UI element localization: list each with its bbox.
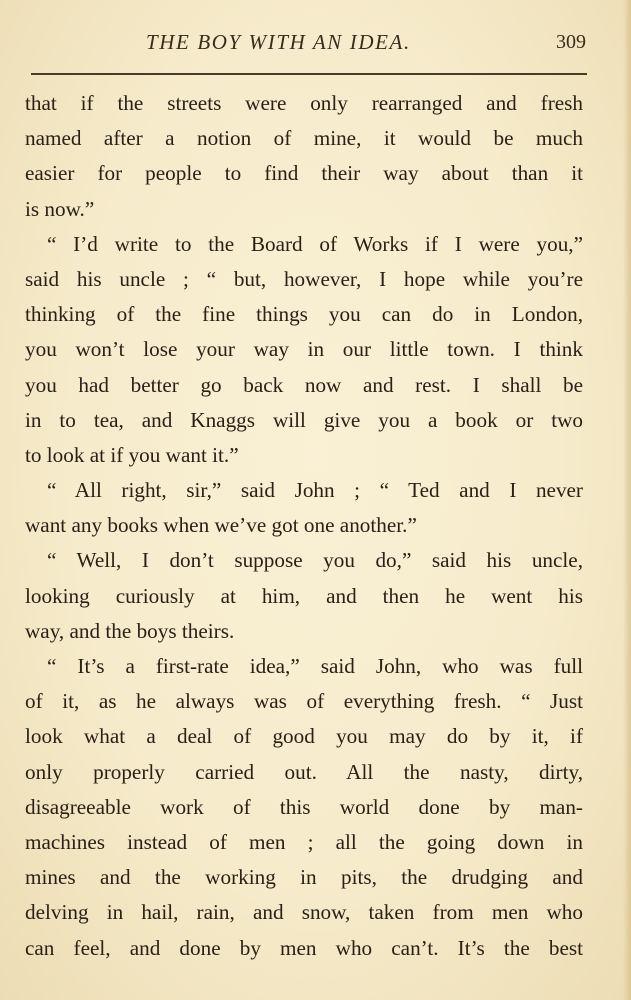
text-line: only properly carried out. All the nasty, dirty, bbox=[25, 759, 583, 784]
text-line: “ Well, I don’t suppose you do,” said his uncle, bbox=[47, 548, 583, 573]
text-line: you had better go back now and rest. I shall be bbox=[25, 372, 583, 397]
running-head-title: THE BOY WITH AN IDEA. bbox=[146, 30, 411, 54]
text-line: easier for people to find their way about than it bbox=[25, 161, 583, 186]
text-line: delving in hail, rain, and snow, taken from men who bbox=[25, 900, 583, 925]
text-line: machines instead of men ; all the going down in bbox=[25, 829, 583, 854]
page-edge-shadow bbox=[623, 0, 631, 1000]
body-text bbox=[25, 86, 583, 966]
text-line: named after a notion of mine, it would be much bbox=[25, 126, 583, 151]
text-line: want any books when we’ve got one another.” bbox=[25, 513, 417, 538]
text-line: said his uncle ; “ but, however, I hope while you’re bbox=[25, 266, 583, 291]
text-line: “ It’s a first-rate idea,” said John, who was full bbox=[47, 654, 583, 678]
header-rule bbox=[31, 73, 587, 75]
text-line: “ I’d write to the Board of Works if I were you,” bbox=[47, 231, 583, 256]
text-line: can feel, and done by men who can’t. It’s the best bbox=[25, 935, 583, 960]
text-line: to look at if you want it.” bbox=[25, 442, 239, 467]
text-line: way, and the boys theirs. bbox=[25, 618, 235, 643]
page-number: 309 bbox=[556, 31, 586, 53]
text-line: that if the streets were only rearranged and fresh bbox=[25, 91, 583, 115]
text-line: look what a deal of good you may do by it, if bbox=[25, 724, 583, 749]
text-line: you won’t lose your way in our little town. I think bbox=[25, 337, 583, 362]
text-line: looking curiously at him, and then he went his bbox=[25, 583, 583, 608]
text-line: in to tea, and Knaggs will give you a book or two bbox=[25, 407, 583, 432]
text-line: thinking of the fine things you can do in London, bbox=[25, 302, 583, 327]
text-line: of it, as he always was of everything fresh. “ Just bbox=[25, 689, 583, 714]
text-line: disagreeable work of this world done by man- bbox=[25, 794, 583, 819]
text-line: “ All right, sir,” said John ; “ Ted and I never bbox=[47, 478, 583, 503]
text-line: mines and the working in pits, the drudging and bbox=[25, 865, 583, 890]
text-line: is now.” bbox=[25, 196, 95, 221]
